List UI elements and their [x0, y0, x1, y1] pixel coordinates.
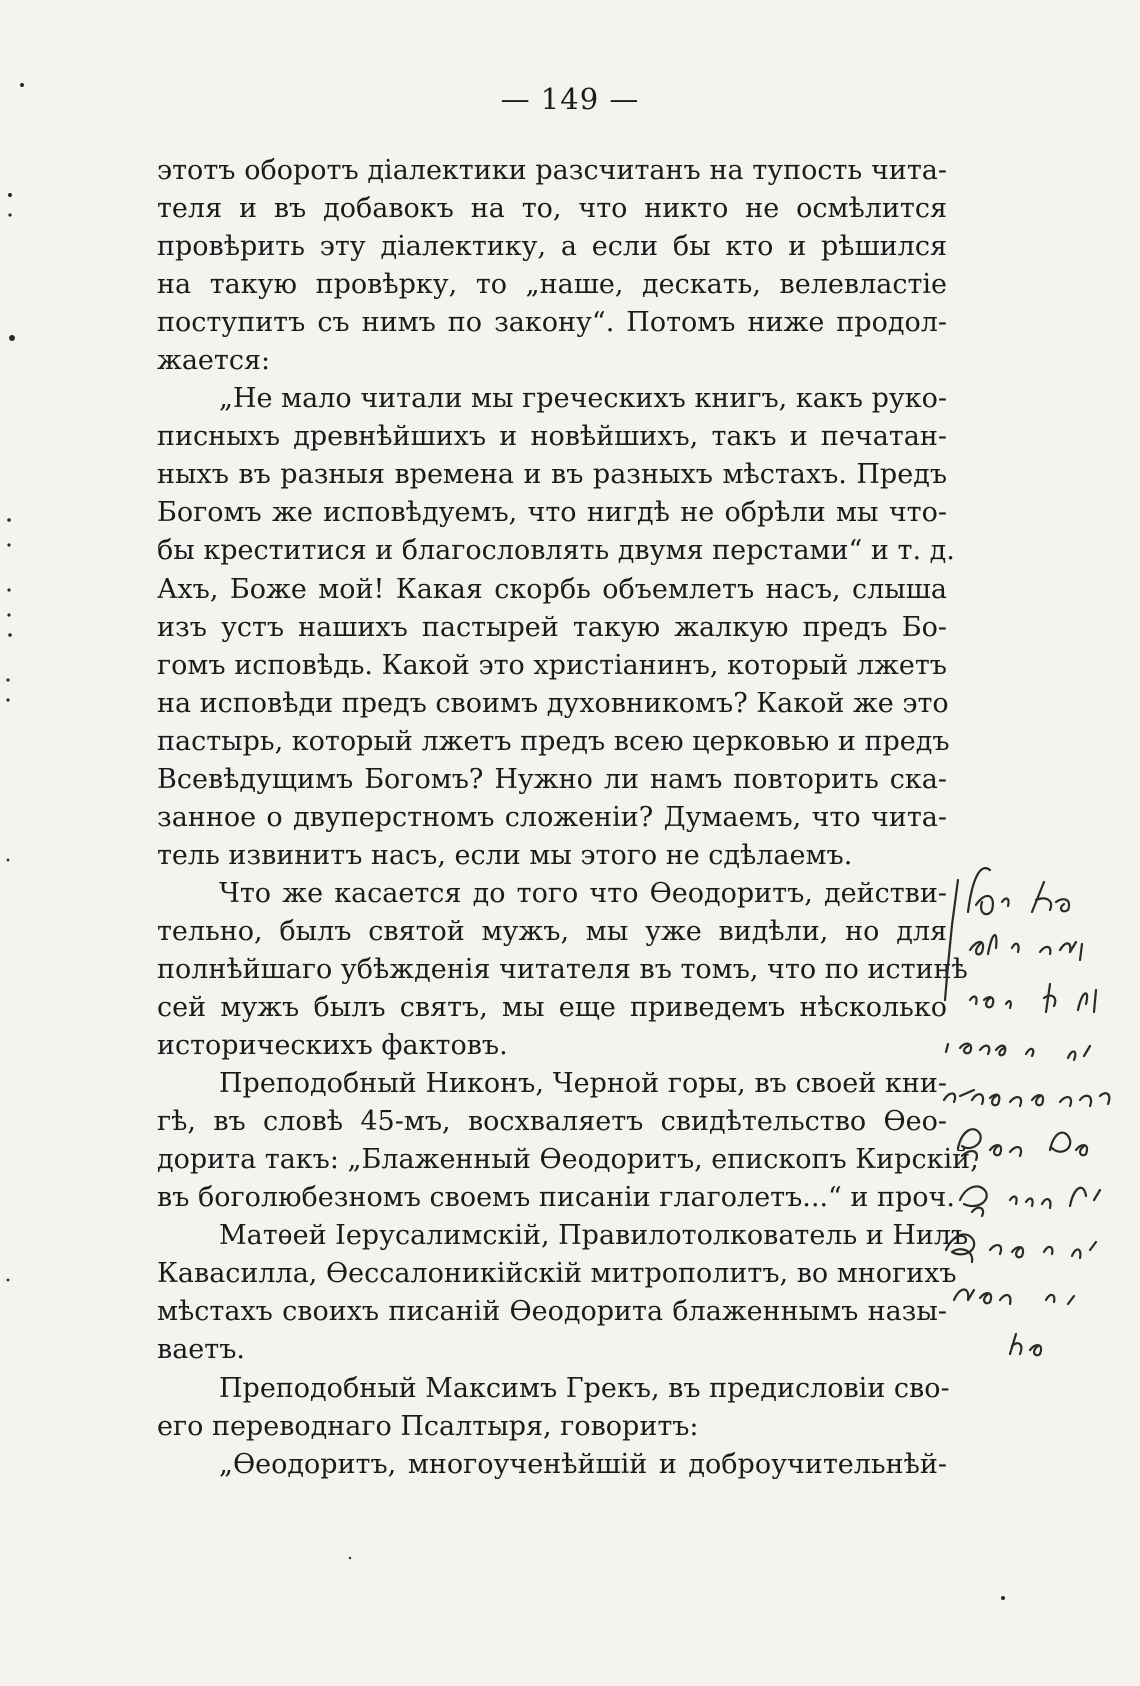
paragraph: [157, 1217, 969, 1369]
text-line: мѣстахъ своихъ писаній Ѳеодорита блаженнымъ назы-: [157, 1296, 947, 1328]
text-line: писныхъ древнѣйшихъ и новѣйшихъ, такъ и печатан-: [157, 421, 947, 453]
text-line: занное о двуперстномъ сложеніи? Думаемъ, что чита-: [157, 801, 947, 833]
text-line: Ахъ, Боже мой! Какая скорбь объемлетъ насъ, слыша: [157, 573, 947, 605]
paragraph: [157, 1370, 950, 1446]
text-line: дорита такъ: „Блаженный Ѳеодоритъ, епископъ Кирскій,: [157, 1144, 979, 1176]
text-line: поступитъ съ нимъ по закону“. Потомъ ниже продол-: [157, 307, 947, 339]
text-line: ваетъ.: [157, 1334, 245, 1366]
text-line: Что же касается до того что Ѳеодоритъ, действи-: [219, 877, 947, 909]
text-line: на исповѣди предъ своимъ духовникомъ? Какой же это: [157, 687, 949, 719]
text-line: его переводнаго Псалтыря, говоритъ:: [157, 1410, 699, 1442]
paragraph: [157, 1446, 947, 1484]
text-line: пастырь, который лжетъ предъ всею церковью и предъ: [157, 725, 950, 757]
paragraph: [157, 875, 968, 1065]
text-line: на такую провѣрку, то „наше, дескать, велевластіе: [157, 269, 947, 301]
paragraph: [157, 152, 947, 380]
paragraph: [157, 380, 955, 875]
text-line: теля и въ добавокъ на то, что никто не осмѣлится: [157, 193, 947, 225]
text-line: въ боголюбезномъ своемъ писаніи глаголетъ...“ и проч.: [157, 1182, 955, 1214]
text-line: тельно, былъ святой мужъ, мы уже видѣли, но для: [157, 915, 947, 947]
text-line: этотъ оборотъ діалектики разсчитанъ на тупость чита-: [157, 155, 947, 186]
text-line: Всевѣдущимъ Богомъ? Нужно ли намъ повторить ска-: [157, 763, 947, 795]
text-line: провѣрить эту діалектику, а если бы кто и рѣшился: [157, 231, 947, 263]
text-line: Преподобный Максимъ Грекъ, въ предисловіи сво-: [219, 1372, 950, 1404]
text-line: Кавасилла, Ѳессалоникійскій митрополитъ, во многихъ: [157, 1258, 957, 1290]
text-line: полнѣйшаго убѣжденія читателя въ томъ, что по истинѣ: [157, 953, 968, 985]
text-line: изъ устъ нашихъ пастырей такую жалкую предъ Бо-: [157, 611, 947, 643]
body-text: [157, 152, 979, 1484]
text-line: „Не мало читали мы греческихъ книгъ, какъ руко-: [219, 383, 947, 415]
text-line: сей мужъ былъ святъ, мы еще приведемъ нѣсколько: [157, 992, 947, 1024]
text-line: Матѳей Іерусалимскій, Правилотолкователь и Нилъ: [219, 1220, 969, 1252]
text-line: гѣ, въ словѣ 45-мъ, восхваляетъ свидѣтельство Ѳео-: [157, 1106, 947, 1138]
text-line: бы креститися и благословлять двумя перстами“ и т. д.: [157, 535, 955, 567]
text-line: „Ѳеодоритъ, многоученѣйшій и доброучительнѣй-: [219, 1448, 947, 1480]
text-line: Богомъ же исповѣдуемъ, что нигдѣ не обрѣли мы что-: [157, 497, 947, 529]
page-number: — 149 —: [500, 82, 640, 116]
text-line: ныхъ въ разныя времена и въ разныхъ мѣстахъ. Предъ: [157, 459, 947, 491]
text-line: гомъ исповѣдь. Какой это христіанинъ, который лжетъ: [157, 649, 947, 681]
text-line: тель извинитъ насъ, если мы этого не сдѣлаемъ.: [157, 839, 853, 871]
text-line: жается:: [157, 345, 271, 377]
text-line: историческихъ фактовъ.: [157, 1030, 508, 1062]
text-line: Преподобный Никонъ, Черной горы, въ своей кни-: [219, 1068, 947, 1100]
paragraph: [157, 1065, 979, 1217]
